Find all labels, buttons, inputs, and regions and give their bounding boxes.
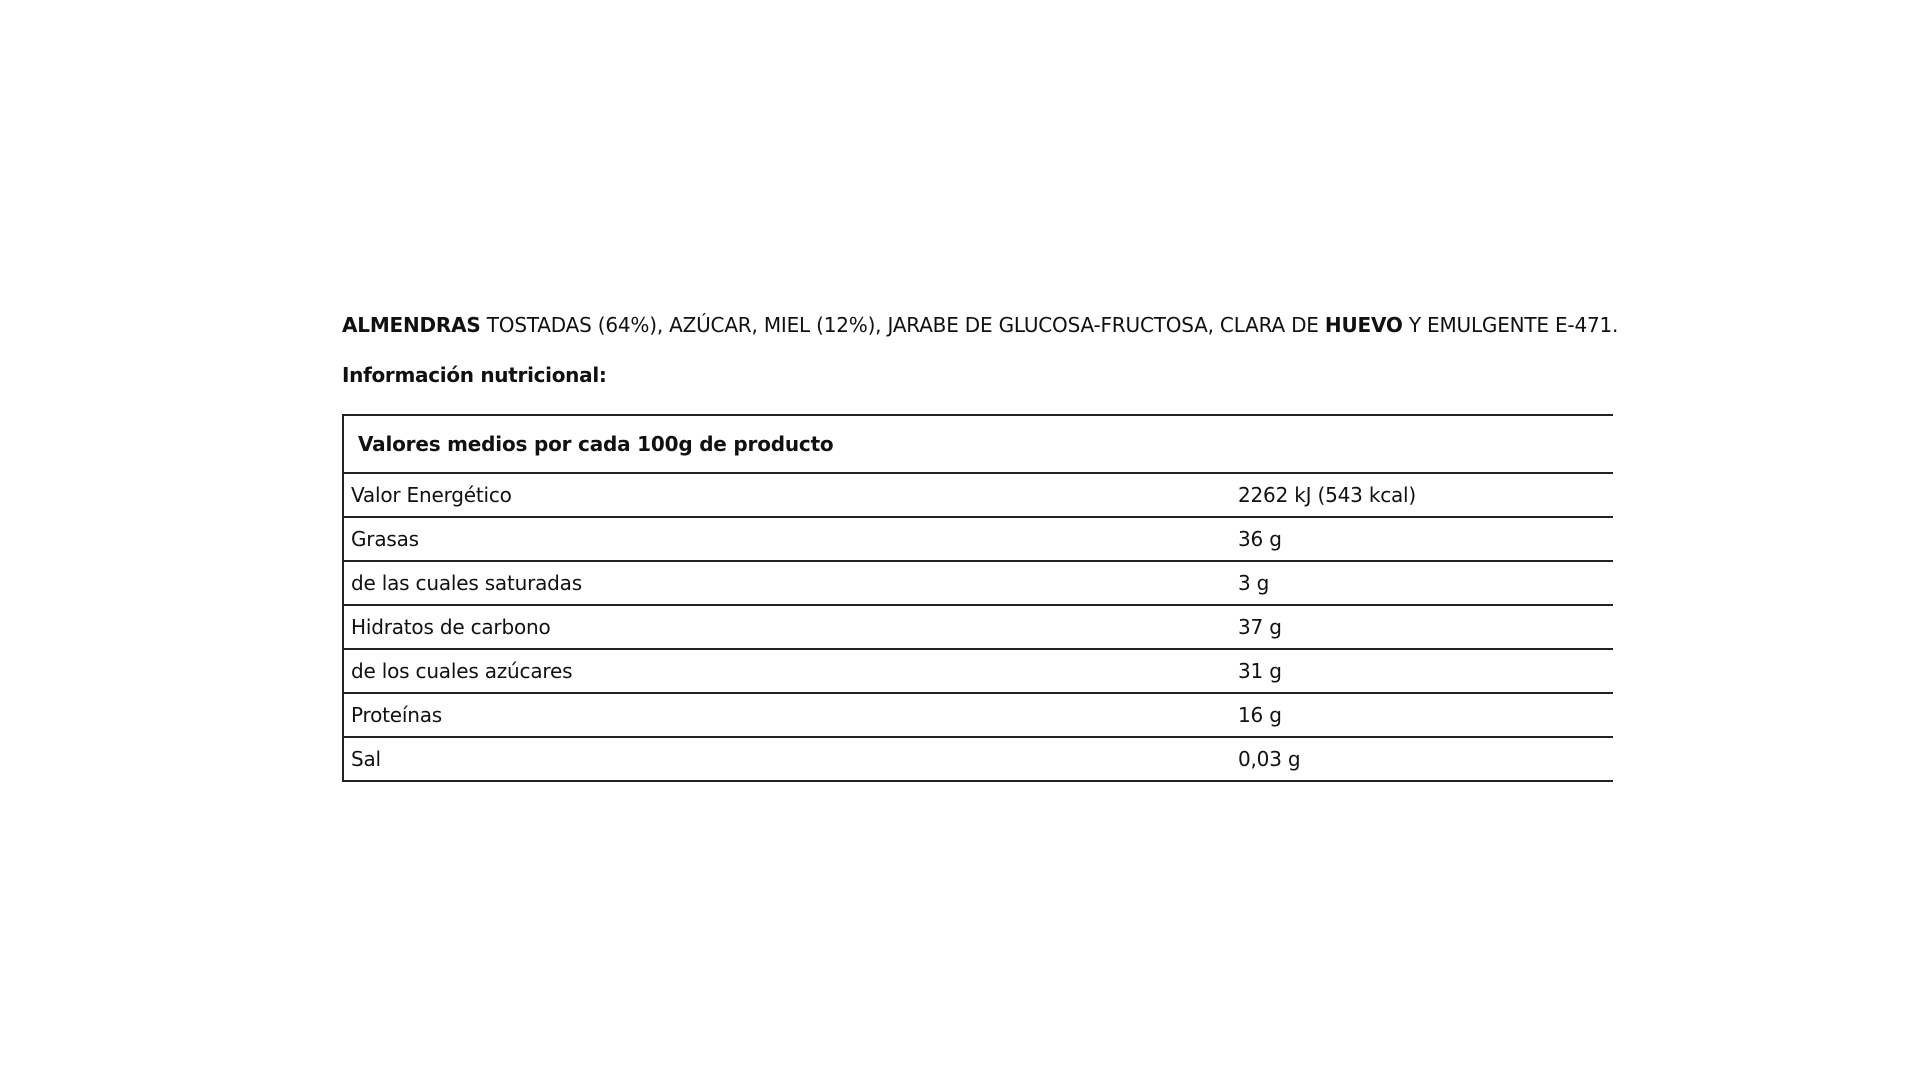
- nutrient-label: de los cuales azúcares: [343, 649, 1231, 693]
- ingredient-allergen: HUEVO: [1324, 313, 1403, 337]
- table-row: [343, 561, 1613, 605]
- table-row: [343, 517, 1613, 561]
- table-header-row: [343, 415, 1613, 473]
- nutrient-value: 36 g: [1231, 517, 1613, 561]
- ingredient-text: Y EMULGENTE E-471.: [1402, 313, 1619, 337]
- nutrient-label: Grasas: [343, 517, 1231, 561]
- nutrient-label: Sal: [343, 737, 1231, 781]
- nutrient-value: 37 g: [1231, 605, 1613, 649]
- nutrient-label: Hidratos de carbono: [343, 605, 1231, 649]
- nutrient-value: 31 g: [1231, 649, 1613, 693]
- table-header: Valores medios por cada 100g de producto: [343, 415, 1613, 473]
- nutrient-label: Proteínas: [343, 693, 1231, 737]
- table-row: [343, 605, 1613, 649]
- table-row: [343, 649, 1613, 693]
- nutrition-heading: Información nutricional:: [342, 363, 607, 387]
- nutrient-label: Valor Energético: [343, 473, 1231, 517]
- nutrition-table: [342, 414, 1613, 782]
- table-row: [343, 693, 1613, 737]
- nutrient-value: 0,03 g: [1231, 737, 1613, 781]
- nutrient-label: de las cuales saturadas: [343, 561, 1231, 605]
- nutrient-value: 16 g: [1231, 693, 1613, 737]
- ingredients-text: [342, 310, 1619, 340]
- ingredient-text: TOSTADAS (64%), AZÚCAR, MIEL (12%), JARABE DE GLUCOSA-FRUCTOSA, CLARA DE: [480, 313, 1325, 337]
- table-row: [343, 737, 1613, 781]
- nutrient-value: 3 g: [1231, 561, 1613, 605]
- ingredient-allergen: ALMENDRAS: [342, 313, 481, 337]
- table-row: [343, 473, 1613, 517]
- nutrient-value: 2262 kJ (543 kcal): [1231, 473, 1613, 517]
- product-info: [342, 310, 1619, 782]
